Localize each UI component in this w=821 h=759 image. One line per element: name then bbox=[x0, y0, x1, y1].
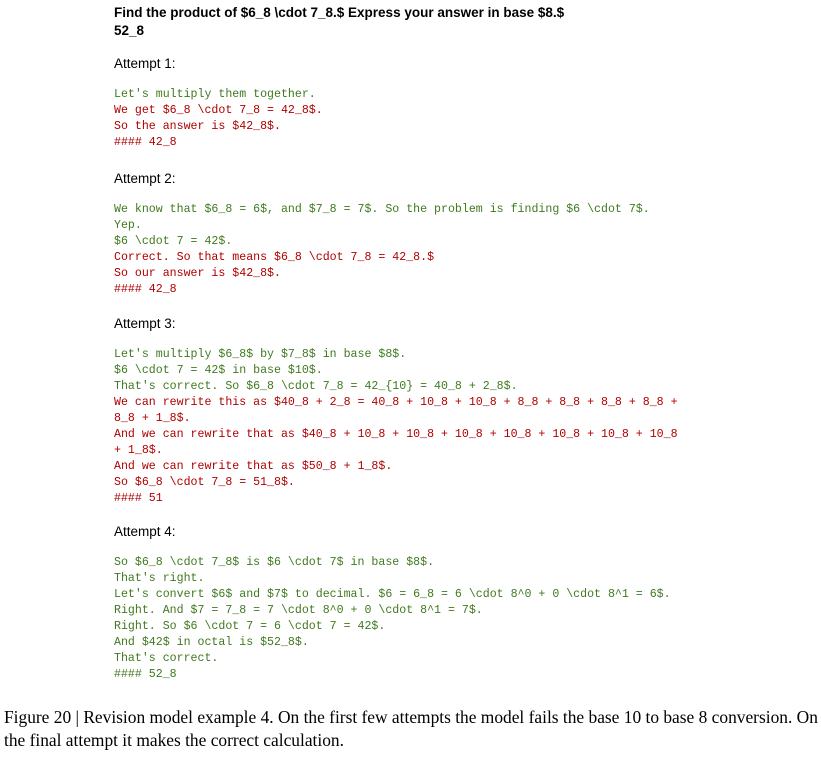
attempt-label: Attempt 2: bbox=[114, 171, 176, 186]
attempt-block-4 bbox=[114, 523, 814, 683]
attempt-line: #### 42_8 bbox=[114, 283, 177, 296]
attempt-block-1 bbox=[114, 55, 814, 151]
attempt-line: So $6_8 \cdot 7_8 = 51_8$. bbox=[114, 476, 295, 489]
attempt-lines bbox=[114, 202, 814, 298]
attempt-line: That's right. bbox=[114, 572, 205, 585]
attempt-line: And we can rewrite that as $40_8 + 10_8 + 10_8 + 10_8 + 10_8 + 10_8 + 10_8 + 10_8 bbox=[114, 428, 678, 441]
figure-caption: Figure 20 | Revision model example 4. On the first few attempts the model fails the base 10 to base 8 conversion. On the final attempt it makes the correct calculation. bbox=[4, 707, 818, 750]
attempt-line: So $6_8 \cdot 7_8$ is $6 \cdot 7$ in base $8$. bbox=[114, 556, 435, 569]
attempt-label: Attempt 4: bbox=[114, 524, 176, 539]
attempt-line: #### 51 bbox=[114, 492, 163, 505]
attempt-line: $6 \cdot 7 = 42$. bbox=[114, 235, 233, 248]
attempt-line: So our answer is $42_8$. bbox=[114, 267, 281, 280]
attempt-line: Right. And $7 = 7_8 = 7 \cdot 8^0 + 0 \cdot 8^1 = 7$. bbox=[114, 604, 483, 617]
attempt-line: Let's multiply $6_8$ by $7_8$ in base $8$. bbox=[114, 348, 407, 361]
problem-header bbox=[114, 4, 804, 40]
problem-question: Find the product of $6_8 \cdot 7_8.$ Express your answer in base $8.$ bbox=[114, 5, 565, 20]
attempt-lines bbox=[114, 87, 814, 151]
attempt-line: That's correct. So $6_8 \cdot 7_8 = 42_{10} = 40_8 + 2_8$. bbox=[114, 380, 518, 393]
problem-answer: 52_8 bbox=[114, 23, 145, 38]
attempt-label: Attempt 1: bbox=[114, 56, 176, 71]
attempt-line: So the answer is $42_8$. bbox=[114, 120, 281, 133]
attempt-line: Let's convert $6$ and $7$ to decimal. $6 = 6_8 = 6 \cdot 8^0 + 0 \cdot 8^1 = 6$. bbox=[114, 588, 671, 601]
attempt-line: Right. So $6 \cdot 7 = 6 \cdot 7 = 42$. bbox=[114, 620, 386, 633]
attempt-block-2 bbox=[114, 170, 814, 298]
attempt-line: Yep. bbox=[114, 219, 142, 232]
attempt-block-3 bbox=[114, 315, 814, 507]
attempt-line: We can rewrite this as $40_8 + 2_8 = 40_8 + 10_8 + 10_8 + 8_8 + 8_8 + 8_8 + 8_8 + bbox=[114, 396, 678, 409]
attempt-line: + 1_8$. bbox=[114, 444, 163, 457]
attempt-line: 8_8 + 1_8$. bbox=[114, 412, 191, 425]
attempt-line: That's correct. bbox=[114, 652, 219, 665]
attempt-line: $6 \cdot 7 = 42$ in base $10$. bbox=[114, 364, 323, 377]
attempt-line: And $42$ in octal is $52_8$. bbox=[114, 636, 309, 649]
attempt-line: #### 52_8 bbox=[114, 668, 177, 681]
attempt-line: Let's multiply them together. bbox=[114, 88, 316, 101]
attempt-lines bbox=[114, 555, 814, 683]
attempt-lines bbox=[114, 347, 814, 507]
attempt-line: Correct. So that means $6_8 \cdot 7_8 = 42_8.$ bbox=[114, 251, 435, 264]
attempt-line: And we can rewrite that as $50_8 + 1_8$. bbox=[114, 460, 393, 473]
attempt-line: #### 42_8 bbox=[114, 136, 177, 149]
attempt-line: We get $6_8 \cdot 7_8 = 42_8$. bbox=[114, 104, 323, 117]
attempt-line: We know that $6_8 = 6$, and $7_8 = 7$. So the problem is finding $6 \cdot 7$. bbox=[114, 203, 650, 216]
attempt-label: Attempt 3: bbox=[114, 316, 176, 331]
